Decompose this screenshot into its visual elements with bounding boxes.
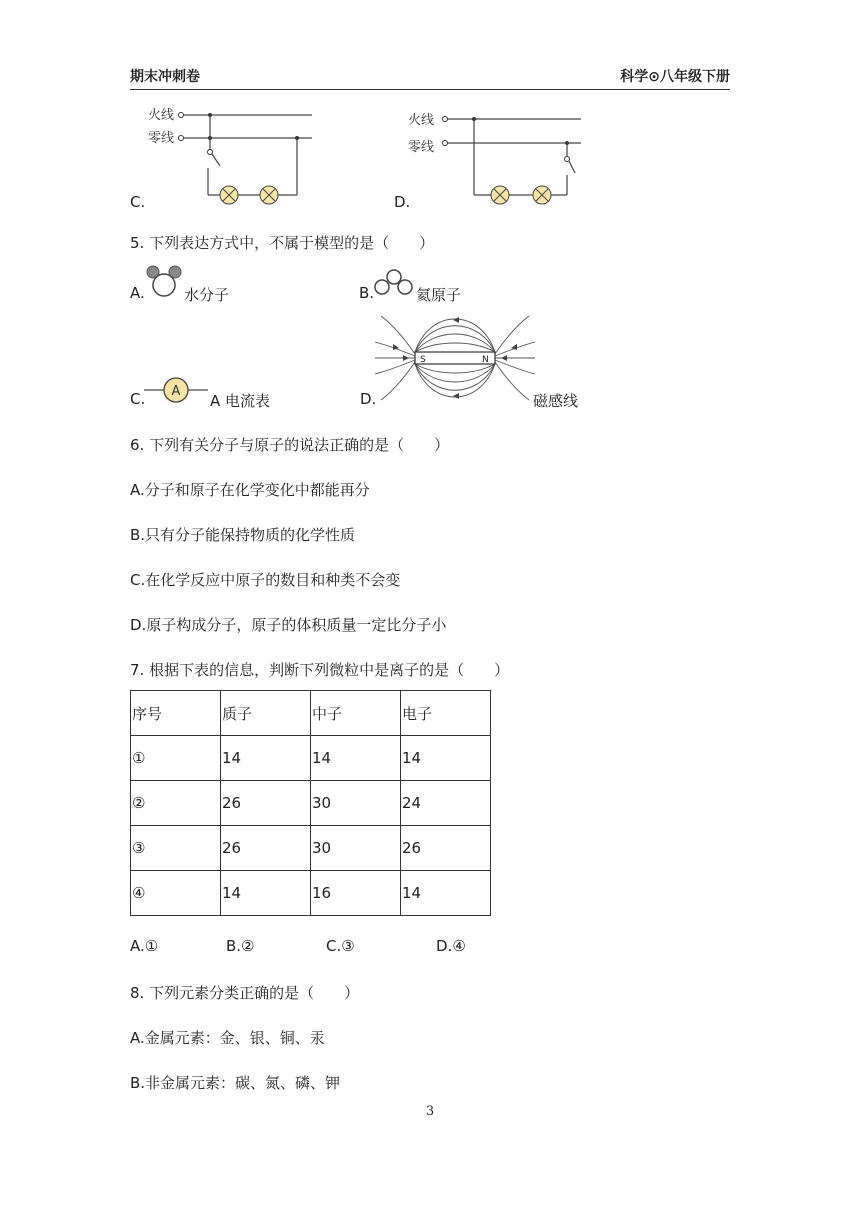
q4-c-neutral-label: 零线 [148, 131, 175, 146]
table-cell: 30 [311, 826, 401, 871]
table-header-row [131, 691, 491, 736]
table-cell: 26 [221, 781, 311, 826]
table-row [131, 736, 491, 781]
q6-option-d: D.原子构成分子，原子的体积质量一定比分子小 [130, 616, 447, 634]
q4-option-d-label: D. [394, 193, 411, 211]
table-cell: ④ [131, 871, 221, 916]
q7-option-c: C.③ [326, 937, 355, 955]
table-cell: 14 [401, 736, 491, 781]
table-cell: 30 [311, 781, 401, 826]
q5-option-b-text: 氦原子 [416, 286, 462, 304]
table-cell: 14 [311, 736, 401, 781]
q6-option-c: C.在化学反应中原子的数目和种类不会变 [130, 571, 401, 589]
table-cell: 14 [221, 736, 311, 781]
q7-option-b: B.② [226, 937, 255, 955]
q5-option-a-text: 水分子 [184, 286, 230, 304]
table-header-cell: 序号 [131, 691, 221, 736]
magnet-north-pole-label: N [482, 355, 489, 365]
table-cell: 26 [221, 826, 311, 871]
q7-data-table [130, 690, 491, 916]
table-cell: 14 [221, 871, 311, 916]
table-cell: ① [131, 736, 221, 781]
q8-option-a: A.金属元素：金、银、铜、汞 [130, 1029, 325, 1047]
q6-stem: 6. 下列有关分子与原子的说法正确的是（ ） [130, 436, 450, 454]
q5-option-d-text: 磁感线 [533, 392, 579, 410]
q7-option-d: D.④ [436, 937, 466, 955]
table-cell: 26 [401, 826, 491, 871]
q4-d-neutral-label: 零线 [408, 140, 435, 155]
q4-c-live-label: 火线 [148, 108, 175, 123]
table-header-cell: 中子 [311, 691, 401, 736]
lamp-icon [491, 186, 509, 204]
q4-d-live-label: 火线 [408, 113, 435, 128]
header-rule [130, 89, 730, 90]
q4-option-c-label: C. [130, 193, 146, 211]
q5-option-d-letter: D. [360, 390, 377, 408]
table-row [131, 826, 491, 871]
q5-option-c-letter: C. [130, 390, 146, 408]
ammeter-symbol: A [171, 384, 181, 399]
magnetic-field-lines-diagram [375, 312, 535, 408]
q5-option-a-letter: A. [130, 284, 145, 302]
q4-circuit-d [405, 105, 595, 210]
lamp-icon [533, 186, 551, 204]
table-cell: ③ [131, 826, 221, 871]
q8-stem: 8. 下列元素分类正确的是（ ） [130, 984, 360, 1002]
q7-option-a: A.① [130, 937, 159, 955]
header-left: 期末冲刺卷 [130, 69, 200, 85]
page-number: 3 [425, 1104, 435, 1119]
table-cell: 24 [401, 781, 491, 826]
q8-option-b: B.非金属元素：碳、氮、磷、钾 [130, 1074, 341, 1092]
helium-atom-icon [373, 268, 415, 298]
table-cell: 14 [401, 871, 491, 916]
table-cell: ② [131, 781, 221, 826]
table-header-cell: 电子 [401, 691, 491, 736]
lamp-icon [260, 186, 278, 204]
header-right: 科学⊙八年级下册 [620, 69, 730, 85]
q5-option-c-text: A 电流表 [210, 392, 271, 410]
table-row [131, 871, 491, 916]
ammeter-icon [144, 375, 210, 405]
table-header-cell: 质子 [221, 691, 311, 736]
q6-option-b: B.只有分子能保持物质的化学性质 [130, 526, 356, 544]
q7-stem: 7. 根据下表的信息，判断下列微粒中是离子的是（ ） [130, 661, 510, 679]
table-cell: 16 [311, 871, 401, 916]
q4-circuit-c [140, 100, 330, 210]
q5-stem: 5. 下列表达方式中，不属于模型的是（ ） [130, 234, 435, 252]
q5-option-b-letter: B. [359, 284, 375, 302]
water-molecule-icon [144, 264, 184, 300]
table-row [131, 781, 491, 826]
lamp-icon [220, 186, 238, 204]
q6-option-a: A.分子和原子在化学变化中都能再分 [130, 481, 370, 499]
magnet-south-pole-label: S [420, 355, 426, 365]
